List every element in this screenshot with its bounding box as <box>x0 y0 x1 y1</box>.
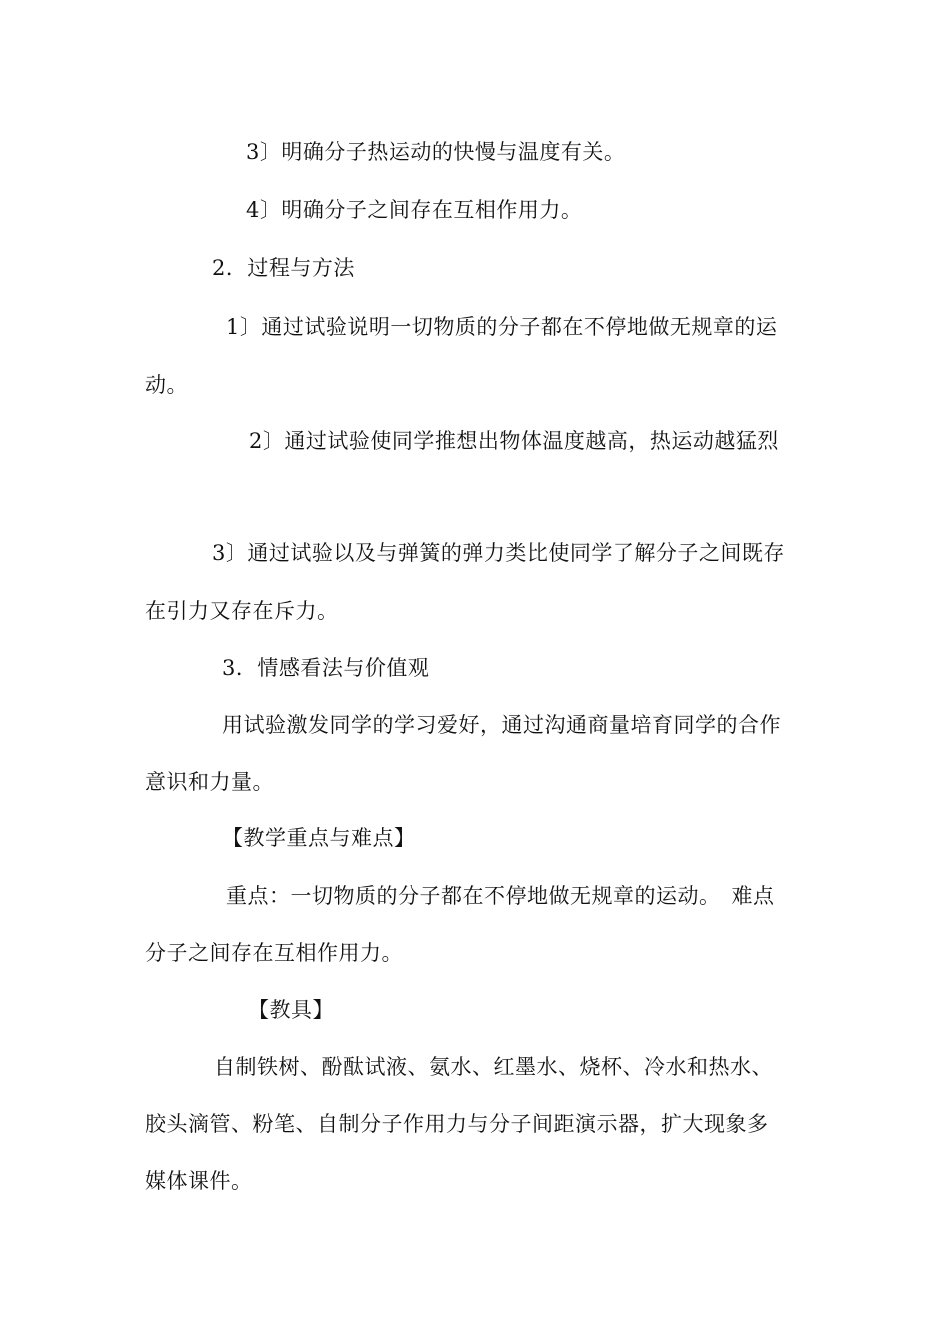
key-points-line-2: 分子之间存在互相作用力。 <box>145 941 403 965</box>
heading-teaching-aids: 【教具】 <box>248 998 334 1022</box>
method-1-line-2: 动。 <box>145 373 188 397</box>
method-3-line-1: 3〕通过试验以及与弹簧的弹力类比使同学了解分子之间既存 <box>212 541 785 565</box>
heading-emotion-and-values: 3．情感看法与价值观 <box>222 656 430 680</box>
method-2: 2〕通过试验使同学推想出物体温度越高，热运动越猛烈 <box>249 429 779 453</box>
method-1-line-1: 1〕通过试验说明一切物质的分子都在不停地做无规章的运 <box>226 315 778 339</box>
method-3-line-2: 在引力又存在斥力。 <box>145 599 339 623</box>
teaching-aids-line-1: 自制铁树、酚酞试液、氨水、红墨水、烧杯、冷水和热水、 <box>214 1055 773 1079</box>
heading-process-and-method: 2．过程与方法 <box>212 256 355 280</box>
objective-3: 3〕明确分子热运动的快慢与温度有关。 <box>246 140 626 164</box>
emotion-line-2: 意识和力量。 <box>145 770 274 794</box>
teaching-aids-line-2: 胶头滴管、粉笔、自制分子作用力与分子间距演示器，扩大现象多 <box>145 1112 769 1136</box>
teaching-aids-line-3: 媒体课件。 <box>145 1169 253 1193</box>
emotion-line-1: 用试验激发同学的学习爱好，通过沟通商量培育同学的合作 <box>222 713 781 737</box>
heading-key-points: 【教学重点与难点】 <box>222 826 416 850</box>
key-points-line-1: 重点：一切物质的分子都在不停地做无规章的运动。 难点 <box>226 884 775 908</box>
objective-4: 4〕明确分子之间存在互相作用力。 <box>246 198 583 222</box>
